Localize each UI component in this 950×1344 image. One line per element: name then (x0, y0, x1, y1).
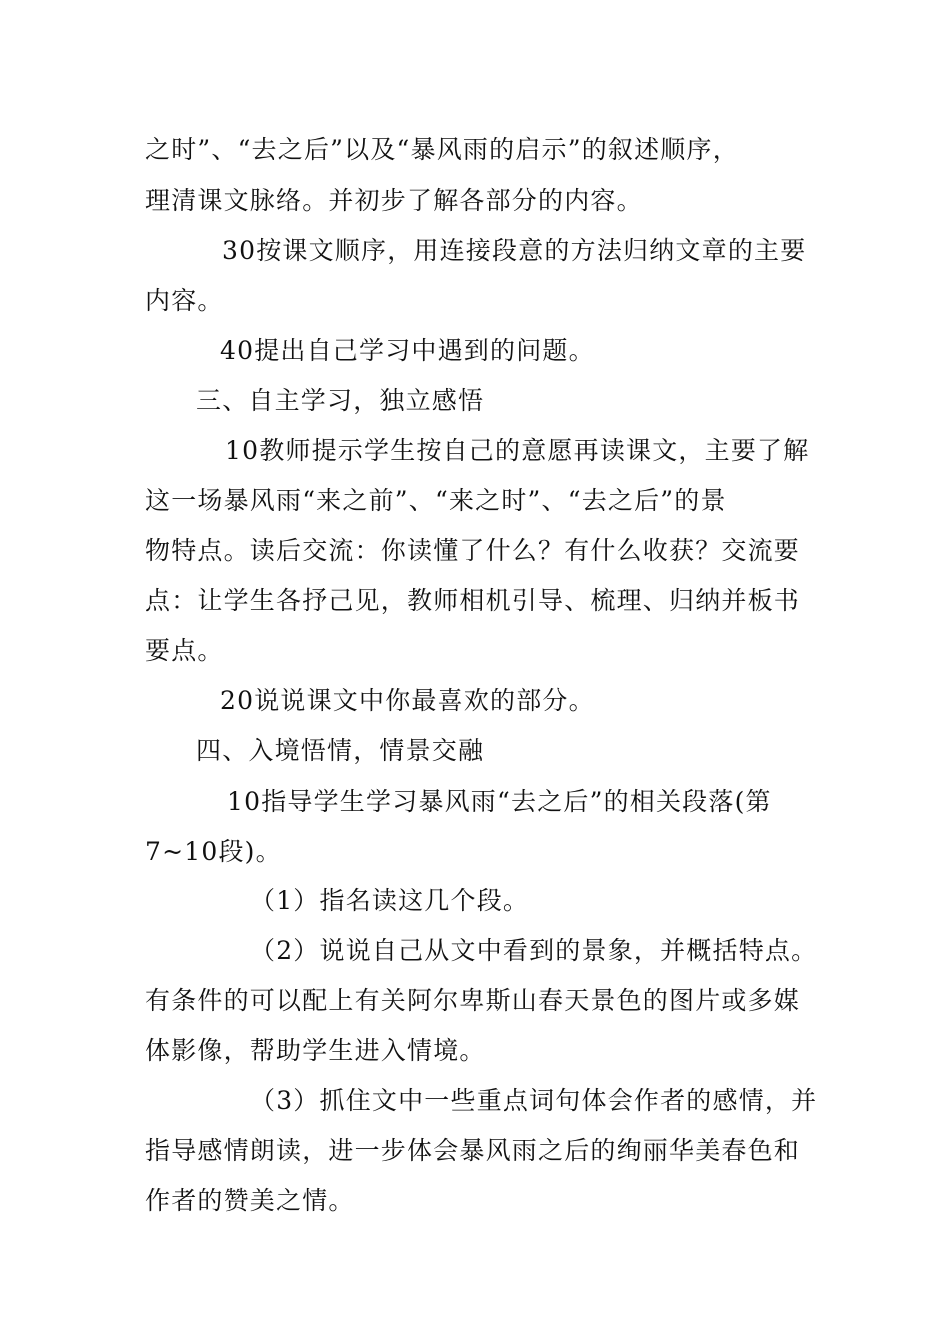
list-item: （3）抓住文中一些重点词句体会作者的感情，并 (250, 1086, 818, 1115)
text-line: 7~10段)。 (145, 837, 282, 866)
text-line: 10指导学生学习暴风雨“去之后”的相关段落(第 (227, 787, 772, 816)
text-line: 作者的赞美之情。 (145, 1186, 355, 1215)
text-line: 40提出自己学习中遇到的问题。 (220, 336, 595, 365)
text-line: 有条件的可以配上有关阿尔卑斯山春天景色的图片或多媒 (145, 986, 801, 1015)
text-line: 理清课文脉络。并初步了解各部分的内容。 (145, 186, 643, 215)
text-line: 这一场暴风雨“来之前”、“来之时”、“去之后”的景 (145, 486, 727, 515)
text-line: 30按课文顺序，用连接段意的方法归纳文章的主要 (222, 236, 807, 265)
list-item: （1）指名读这几个段。 (250, 886, 530, 915)
list-item: （2）说说自己从文中看到的景象，并概括特点。 (250, 936, 818, 965)
text-line: 体影像，帮助学生进入情境。 (145, 1036, 486, 1065)
text-line: 点：让学生各抒己见，教师相机引导、梳理、归纳并板书 (145, 586, 801, 615)
text-line: 物特点。读后交流：你读懂了什么？有什么收获？交流要 (145, 536, 801, 565)
section-heading: 四、入境悟情，情景交融 (196, 736, 485, 765)
text-line: 指导感情朗读，进一步体会暴风雨之后的绚丽华美春色和 (145, 1136, 801, 1165)
text-line: 要点。 (145, 636, 224, 665)
text-line: 之时”、“去之后”以及“暴风雨的启示”的叙述顺序， (145, 135, 739, 164)
section-heading: 三、自主学习，独立感悟 (196, 386, 485, 415)
text-line: 10教师提示学生按自己的意愿再读课文，主要了解 (225, 436, 810, 465)
text-line: 20说说课文中你最喜欢的部分。 (220, 686, 595, 715)
text-line: 内容。 (145, 286, 224, 315)
